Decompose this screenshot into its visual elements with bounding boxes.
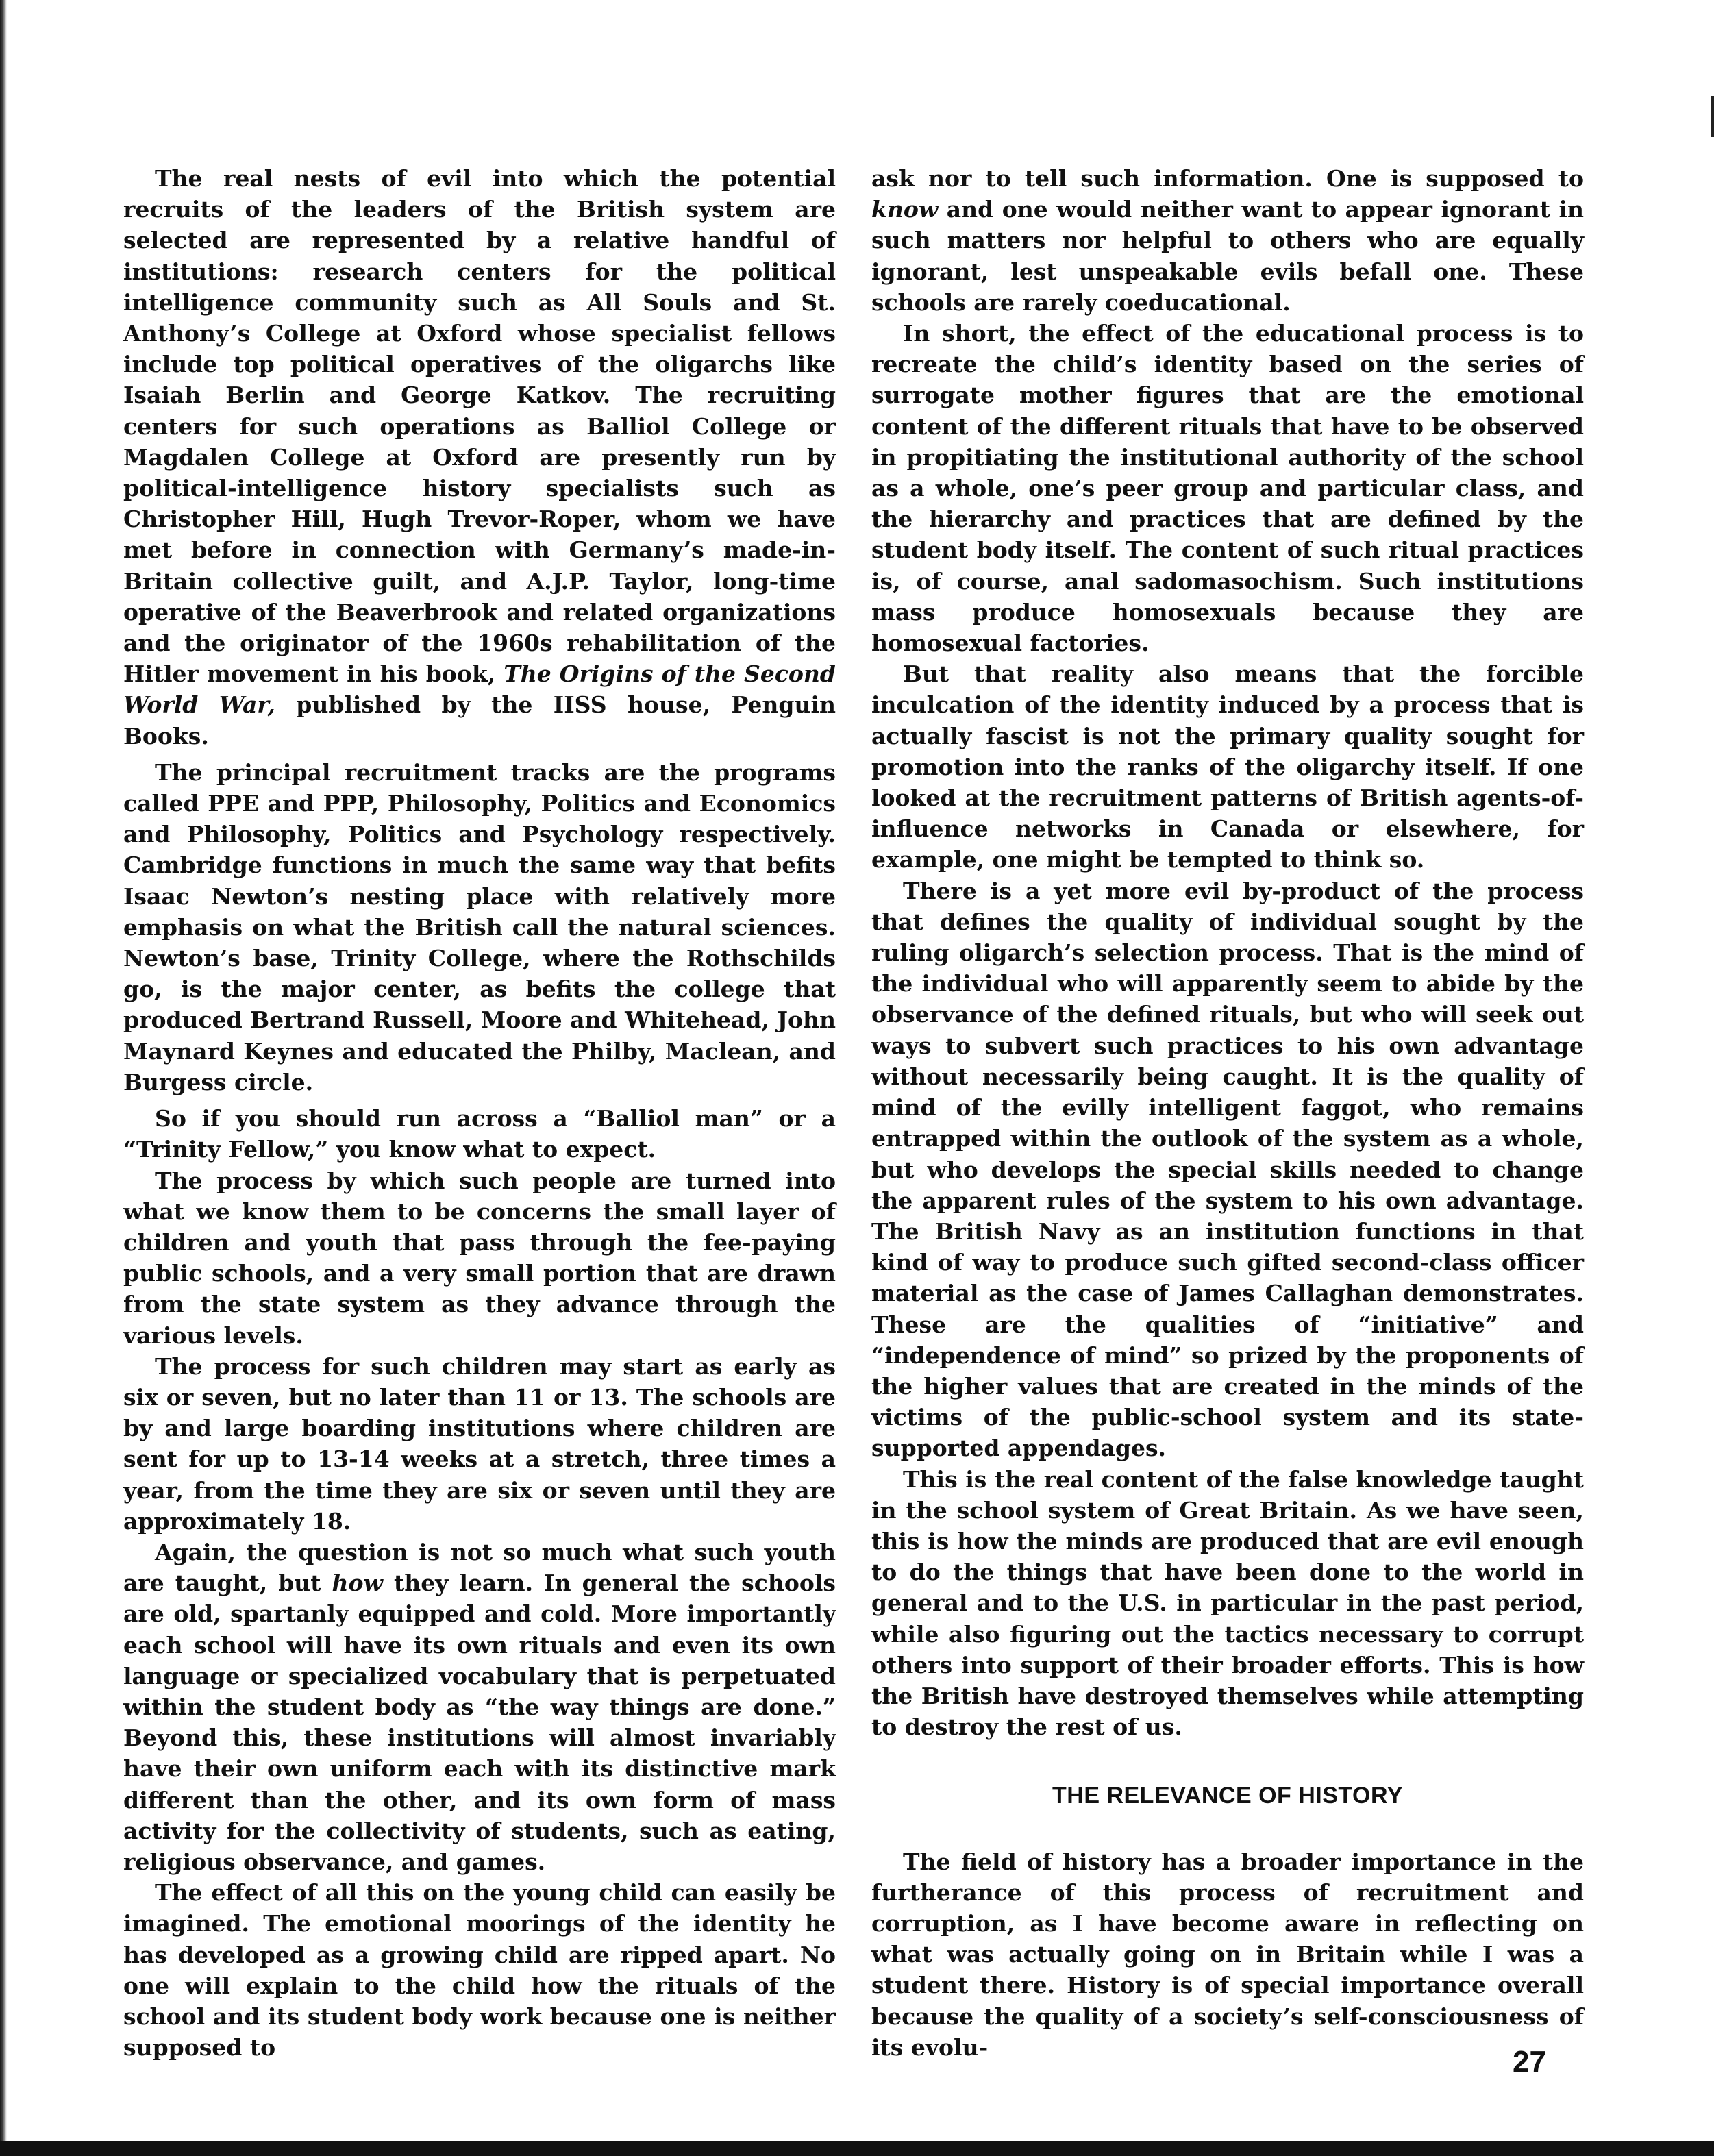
book-title: The Origins of the Second World War,	[123, 660, 836, 719]
paragraph: The principal recruitment tracks are the programs called PPE and PPP, Philosophy, Politics and Economics and Philosophy, Politics and Psychology respectively. Cambridge functions in much the same way that befits Isaac Newton’s nesting place with relatively more emphasis on what the British call the natural sciences. Newton’s base, Trinity College, where the Rothschilds go, is the major center, as befits the college that produced Bertrand Russell, Moore and Whitehead, John Maynard Keynes and educated the Philby, Maclean, and Burgess circle.	[123, 758, 836, 1095]
paragraph: ask nor to tell such information. One is supposed to know and one would neither want to appear ignorant in such matters nor helpful to others who are equally ignorant, lest unspeakable evils befall one. These schools are rarely coeducational.	[871, 165, 1584, 316]
right-text-column	[871, 163, 1584, 2063]
paragraph: Again, the question is not so much what such youth are taught, but how they learn. In general the schools are old, spartanly equipped and cold. More importantly each school will have its own rituals and even its own language or specialized vocabulary that is perpetuated within the student body as “the way things are done.” Beyond this, these institutions will almost invariably have their own uniform each with its distinctive mark different than the other, and its own form of mass activity for the collectivity of students, such as eating, religious observance, and games.	[123, 1538, 836, 1875]
left-text-column	[123, 163, 836, 2063]
paragraph: In short, the effect of the educational process is to recreate the child’s identity based on the series of surrogate mother figures that are the emotional content of the different rituals that have to be observed in propitiating the institutional authority of the school as a whole, one’s peer group and particular class, and the hierarchy and practices that are defined by the student body itself. The content of such ritual practices is, of course, anal sadomasochism. Such institutions mass produce homosexuals because they are homosexual factories.	[871, 320, 1584, 657]
paragraph: The real nests of evil into which the potential recruits of the leaders of the British system are selected are represented by a relative handful of institutions: research centers for the political intelligence community such as All Souls and St. Anthony’s College at Oxford whose specialist fellows include top political operatives of the oligarchs like Isaiah Berlin and George Katkov. The recruiting centers for such operations as Balliol College or Magdalen College at Oxford are presently run by political-intelligence history specialists such as Christopher Hill, Hugh Trevor-Roper, whom we have met before in connection with Germany’s made-in-Britain collective guilt, and A.J.P. Taylor, long-time operative of the Beaverbrook and related organizations and the originator of the 1960s rehabilitation of the Hitler movement in his book, The Origins of the Second World War, published by the IISS house, Penguin Books.	[123, 165, 836, 749]
paragraph: The process for such children may start as early as six or seven, but no later than 11 or 13. The schools are by and large boarding institutions where children are sent for up to 13-14 weeks at a stretch, three times a year, from the time they are six or seven until they are approximately 18.	[123, 1352, 836, 1535]
paragraph: This is the real content of the false knowledge taught in the school system of Great Britain. As we have seen, this is how the minds are produced that are evil enough to do the things that have been done to the world in general and to the U.S. in particular in the past period, while also figuring out the tactics necessary to corrupt others into support of their broader efforts. This is how the British have destroyed themselves while attempting to destroy the rest of us.	[871, 1465, 1584, 1741]
page-bottom-edge	[0, 2141, 1714, 2156]
paragraph: There is a yet more evil by-product of the process that defines the quality of individual sought by the ruling oligarch’s selection process. That is the mind of the individual who will apparently seem to abide by the observance of the defined rituals, but who will seek out ways to subvert such practices to his own advantage without necessarily being caught. It is the quality of mind of the evilly intelligent faggot, who remains entrapped within the outlook of the system as a whole, but who develops the special skills needed to change the apparent rules of the system to his own advantage. The British Navy as an institution functions in that kind of way to produce such gifted second-class officer material as the case of James Callaghan demonstrates. These are the qualities of “initiative” and “independence of mind” so prized by the proponents of the higher values that are created in the minds of the victims of the public-school system and its state-supported appendages.	[871, 877, 1584, 1462]
paragraph: The effect of all this on the young child can easily be imagined. The emotional moorings of the identity he has developed as a growing child are ripped apart. No one will explain to the child how the rituals of the school and its student body work because one is neither supposed to	[123, 1879, 836, 2061]
paragraph: So if you should run across a “Balliol man” or a “Trinity Fellow,” you know what to expect.	[123, 1105, 836, 1163]
paragraph: The field of history has a broader importance in the furtherance of this process of recruitment and corruption, as I have become aware in reflecting on what was actually going on in Britain while I was a student there. History is of special importance overall because the quality of a society’s self-consciousness of its evolu-	[871, 1848, 1584, 2061]
page-right-edge-mark	[1711, 96, 1714, 137]
section-heading: THE RELEVANCE OF HISTORY	[1052, 1783, 1403, 1809]
page-number: 27	[1513, 2045, 1546, 2079]
page-binding-edge	[0, 0, 7, 2156]
paragraph: But that reality also means that the forcible inculcation of the identity induced by a process that is actually fascist is not the primary quality sought for promotion into the ranks of the oligarchy itself. If one looked at the recruitment patterns of British agents-of-influence networks in Canada or elsewhere, for example, one might be tempted to think so.	[871, 660, 1584, 873]
paragraph: The process by which such people are turned into what we know them to be concerns the small layer of children and youth that pass through the fee-paying public schools, and a very small portion that are drawn from the state system as they advance through the various levels.	[123, 1167, 836, 1349]
